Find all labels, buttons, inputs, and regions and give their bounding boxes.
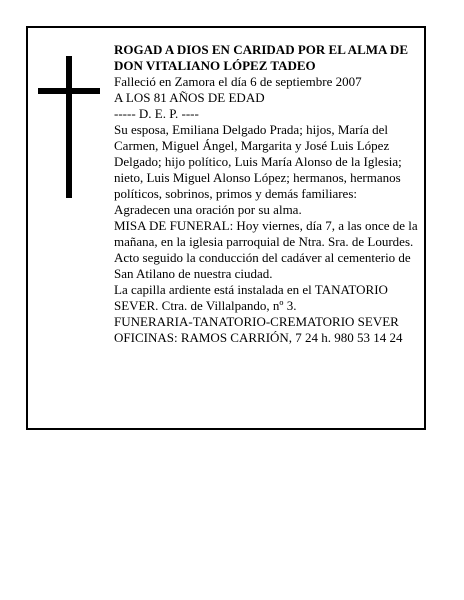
- cross-icon: [38, 56, 102, 198]
- family-paragraph: Su esposa, Emiliana Delgado Prada; hijos, María del Carmen, Miguel Ángel, Margarita y José Luis López Delgado; hijo político, Luis María Alonso de la Iglesia; nieto, Luis Miguel Alonso López; hermanos, hermanos políticos, sobrinos, primos y demás familiares:: [114, 122, 402, 201]
- chapel-paragraph: La capilla ardiente está instalada en el TANATORIO SEVER. Ctra. de Villalpando, nº 3.: [114, 282, 388, 313]
- deceased-name: DON VITALIANO LÓPEZ TADEO: [114, 58, 316, 73]
- offices-line: OFICINAS: RAMOS CARRIÓN, 7 24 h. 980 53 14 24: [114, 330, 403, 345]
- cross-horizontal-bar: [38, 88, 100, 94]
- age-line: A LOS 81 AÑOS DE EDAD: [114, 90, 265, 105]
- obituary-notice: [26, 26, 426, 430]
- prayer-line: Agradecen una oración por su alma.: [114, 202, 302, 217]
- funeral-paragraph: MISA DE FUNERAL: Hoy viernes, día 7, a las once de la mañana, en la iglesia parroquial de Ntra. Sra. de Lourdes. Acto seguido la conducción del cadáver al cementerio de San Atilano de nuestra ciudad.: [114, 218, 418, 281]
- death-info: Falleció en Zamora el día 6 de septiembre 2007: [114, 74, 362, 89]
- dep-line: ----- D. E. P. ----: [114, 106, 199, 121]
- obituary-text: [114, 42, 426, 346]
- heading-line-1: ROGAD A DIOS EN CARIDAD POR EL ALMA DE: [114, 42, 408, 57]
- cross-vertical-bar: [66, 56, 72, 198]
- funeral-home-line: FUNERARIA-TANATORIO-CREMATORIO SEVER: [114, 314, 399, 329]
